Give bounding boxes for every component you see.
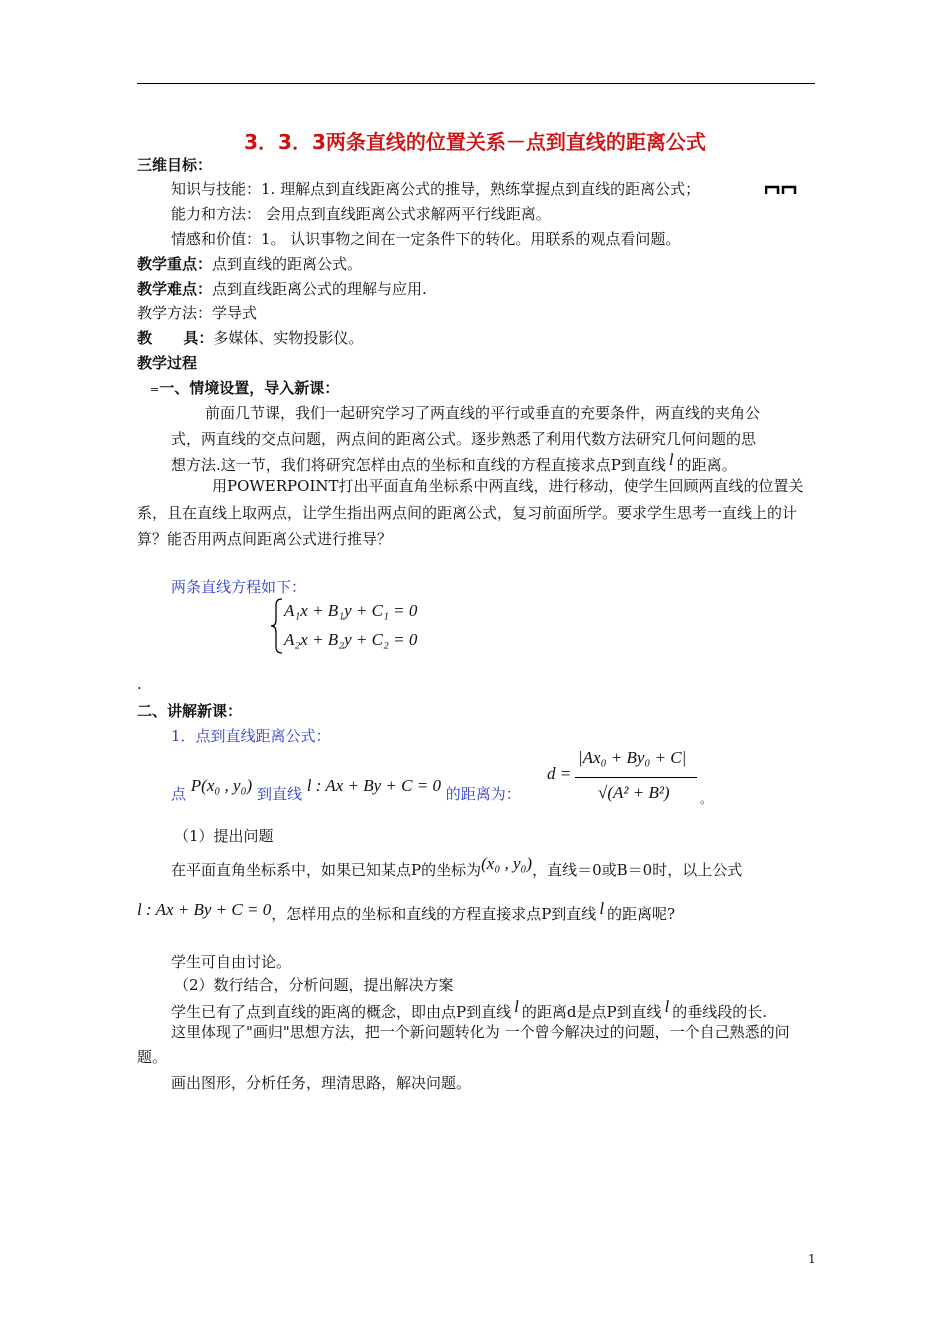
discussion-note: 学生可自由讨论。 <box>171 953 292 971</box>
page-number: 1 <box>808 1252 816 1266</box>
goal-emotion: 情感和价值：1。 认识事物之间在一定条件下的转化。用联系的观点看问题。 <box>171 230 681 248</box>
line-equation-2: l : Ax + By + C = 0 <box>137 900 272 919</box>
section1-prefix: = <box>150 383 160 396</box>
question1-line1: 在平面直角坐标系中，如果已知某点P的坐标为(x₀ , y₀)，直线＝0或B＝0时，以上公式 <box>171 854 743 879</box>
page-title: 3．3．3两条直线的位置关系－点到直线的距离公式 <box>244 130 706 154</box>
formula-numerator: |Ax₀ + By₀ + C| <box>578 748 687 767</box>
goals-heading: 三维目标： <box>137 156 213 174</box>
brace-icon <box>270 597 284 655</box>
difficulty-text: 点到直线距离公式的理解与应用. <box>212 280 427 298</box>
tools-label: 教 具： <box>137 329 214 347</box>
point-p: P(x₀ , y₀) <box>190 776 253 795</box>
goal-ability: 能力和方法： 会用点到直线距离公式求解两平行线距离。 <box>171 205 551 223</box>
point-coords: (x₀ , y₀) <box>481 854 533 873</box>
difficulty-label: 教学难点： <box>137 280 213 298</box>
line-l-symbol: l <box>668 450 674 469</box>
para1-line2: 式，两直线的交点问题，两点间的距离公式。逐步熟悉了利用代数方法研究几何问题的思 <box>171 430 757 448</box>
line-equation: l : Ax + By + C = 0 <box>306 776 441 795</box>
difficulty-point <box>137 278 427 299</box>
key-label: 教学重点： <box>137 255 213 273</box>
formula-end: 。 <box>700 792 713 806</box>
formula-denominator: √(A² + B²) <box>598 783 670 802</box>
para4: 这里体现了"画归"思想方法，把一个新问题转化为 一个曾今解决过的问题，一个自己熟悉的问题。 <box>137 1023 790 1066</box>
goal-knowledge: 知识与技能：1. 理解点到直线距离公式的推导，熟练掌握点到直线的距离公式； <box>171 180 701 198</box>
header-rule <box>137 83 815 84</box>
para1-line3: 想方法.这一节，我们将研究怎样由点的坐标和直线的方程直接求点P到直线 l 的距离。 <box>171 450 737 474</box>
equation-1: A₁x + B₁y + C₁ = 0 <box>284 601 418 620</box>
para3: 学生已有了点到直线的距离的概念，即由点P到直线 l 的距离d是点P到直线 l 的垂线段的长. <box>171 997 768 1021</box>
question1-heading: （1）提出问题 <box>174 827 274 845</box>
question2-heading: （2）数行结合，分析问题，提出解决方案 <box>174 976 454 994</box>
formula-lhs: d = <box>547 764 572 783</box>
teaching-method: 教学方法：学导式 <box>137 304 258 322</box>
section2-heading: 二、讲解新课： <box>137 702 243 720</box>
tools-text: 多媒体、实物投影仪。 <box>213 329 364 347</box>
teaching-tools <box>137 327 363 348</box>
para2: 用POWERPOINT打出平面直角坐标系中两直线，进行移动，使学生回顾两直线的位置关系，且在直线上取两点，让学生指出两点间的距离公式，复习前面所学。要求学生思考一直线上的计算？能否用两点间距离公式进行推导？ <box>137 477 804 548</box>
distance-formula-line: 点 P(x₀ , y₀) 到直线 l : Ax + By + C = 0 的距离为： <box>171 776 521 803</box>
para1-line1: 前面几节课，我们一起研究学习了两直线的平行或垂直的充要条件，两直线的夹角公 <box>205 404 761 422</box>
question1-line2: l : Ax + By + C = 0，怎样用点的坐标和直线的方程直接求点P到直线 l 的距离呢? <box>137 899 676 923</box>
para5: 画出图形，分析任务，理清思路，解决问题。 <box>171 1074 472 1092</box>
section1-heading: =一、情境设置，导入新课： <box>150 379 340 397</box>
process-heading: 教学过程 <box>137 354 198 372</box>
equations-intro: 两条直线方程如下： <box>171 578 307 596</box>
checkbox-marks-icon <box>765 185 797 195</box>
fraction-bar <box>575 777 697 778</box>
key-text: 点到直线的距离公式。 <box>212 255 363 273</box>
stray-dot: . <box>137 675 142 693</box>
key-point <box>137 253 362 274</box>
item1-heading: 1．点到直线距离公式： <box>171 727 331 745</box>
equation-2: A₂x + B₂y + C₂ = 0 <box>284 630 418 649</box>
